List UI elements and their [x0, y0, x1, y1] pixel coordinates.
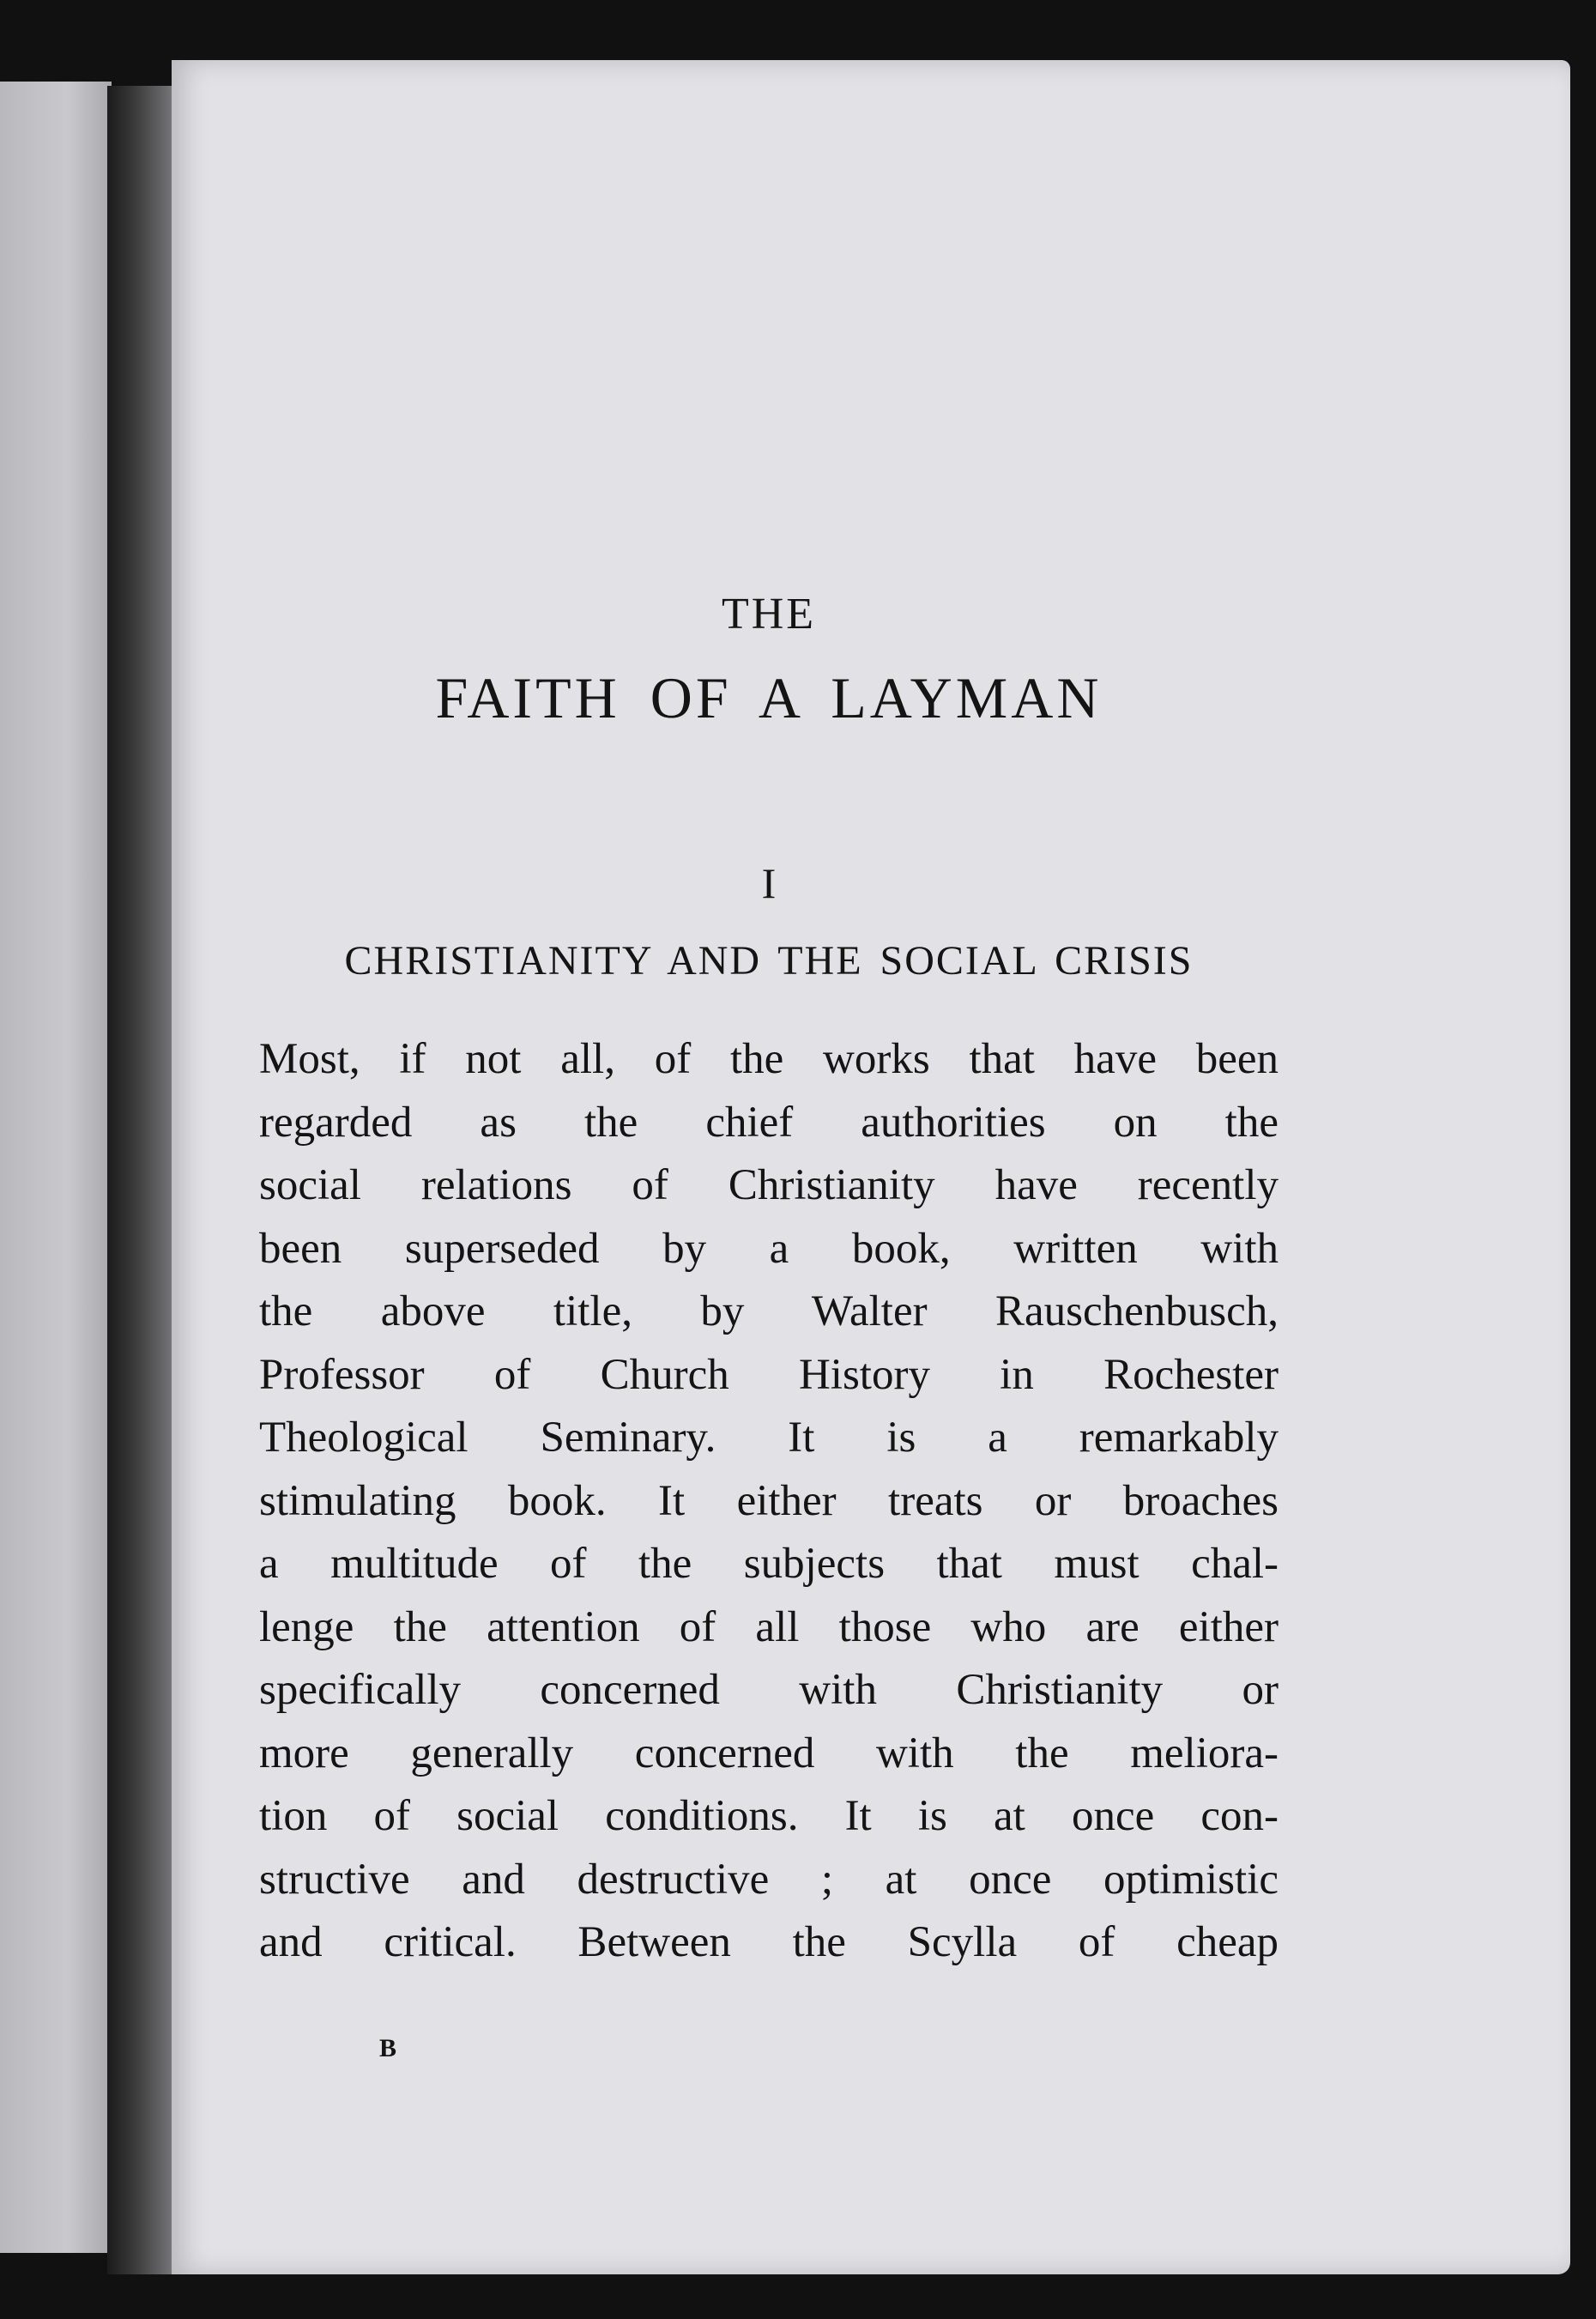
text-line: Professor of Church History in Rochester: [259, 1350, 1279, 1399]
text-line: lenge the attention of all those who are either: [259, 1602, 1279, 1651]
text-line: a multitude of the subjects that must chal-: [259, 1540, 1279, 1588]
previous-page-edge: [0, 82, 112, 2253]
text-line: the above title, by Walter Rauschenbusch,: [259, 1287, 1279, 1335]
text-line: regarded as the chief authorities on the: [259, 1098, 1279, 1147]
text-line: tion of social conditions. It is at once con-: [259, 1792, 1279, 1840]
body-paragraph: [259, 1028, 1279, 1975]
text-line: specifically concerned with Christianity or: [259, 1666, 1279, 1714]
text-line: been superseded by a book, written with: [259, 1224, 1279, 1273]
book-title-line-2: FAITH OF A LAYMAN: [435, 665, 1103, 730]
book-title-line-1: THE: [721, 590, 817, 639]
page-text-block: [259, 60, 1279, 2274]
chapter-title: CHRISTIANITY AND THE SOCIAL CRISIS: [344, 938, 1194, 984]
book-page: [172, 60, 1570, 2274]
text-line: structive and destructive ; at once optimistic: [259, 1855, 1279, 1904]
text-line: Theological Seminary. It is a remarkably: [259, 1414, 1279, 1462]
text-line: Most, if not all, of the works that have been: [259, 1035, 1279, 1083]
text-line: more generally concerned with the meliora-: [259, 1729, 1279, 1777]
text-line: and critical. Between the Scylla of cheap: [259, 1918, 1279, 1966]
text-line: stimulating book. It either treats or broaches: [259, 1476, 1279, 1525]
chapter-number: I: [761, 859, 777, 907]
signature-mark: B: [379, 2034, 397, 2062]
text-line: social relations of Christianity have recently: [259, 1161, 1279, 1209]
